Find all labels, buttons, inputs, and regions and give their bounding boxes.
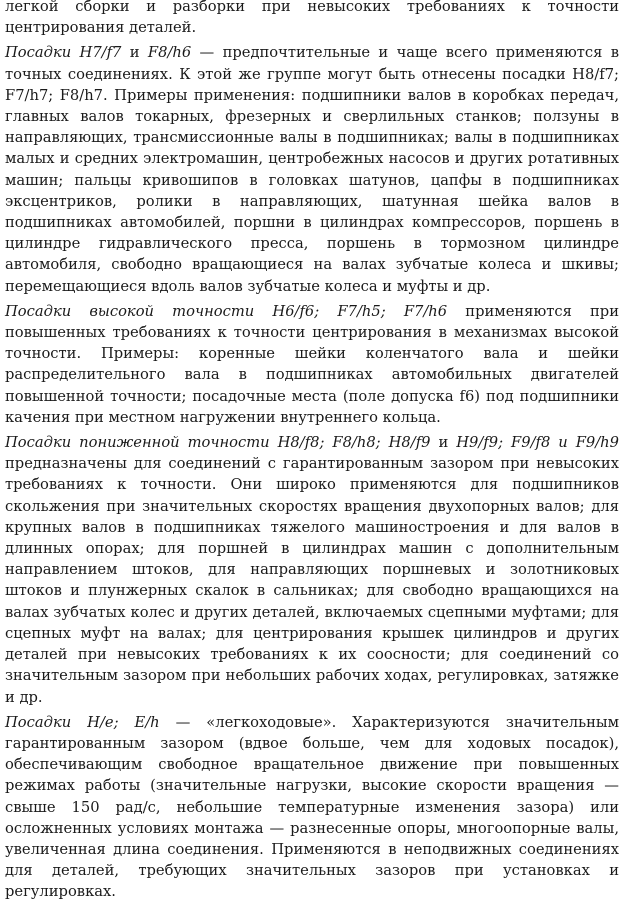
paragraph-lead-italic-2: F8/h6: [147, 44, 192, 62]
paragraph-text: — «легкоходовые». Характеризуются значительным гарантированным зазором (вдвое больше, чем для ходовых посадок), обеспечивающим свободное вращательное движение при повышенных режимах работы (значительные нагрузки, высокие скорости вращения — свыше 150 рад/с, небольшие температурные изменения зазора) или осложненных условиях монтажа — разнесенные опоры, многоопорные валы, увеличенная длина соединения. Применяются в неподвижных соединениях для деталей, требующих значительных зазоров при установках и регулировках.: [5, 713, 619, 901]
paragraph-text: легкой сборки и разборки при невысоких требованиях к точности центрирования деталей.: [5, 0, 619, 37]
paragraph-text: предназначены для соединений с гарантированным зазором при невысоких требованиях к точности. Они широко применяются для подшипников скольжения при значительных скоростях вращения двухопорных валов; для крупных валов в подшипниках тяжелого машиностроения и для валов в длинных опорах; для поршней в цилиндрах машин с дополнительным направлением штоков, для направляющих поршневых и золотниковых штоков и плунжерных скалок в сальниках; для свободно вращающихся на валах зубчатых колес и других деталей, включаемых сцепными муфтами; для сцепных муфт на валах; для центрирования крышек цилиндров и других деталей при невысоких требованиях к их соосности; для соединений со значительным зазором при небольших рабочих ходах, регулировках, затяжке и др.: [5, 455, 619, 706]
paragraph-continuation: [5, 0, 619, 38]
paragraph-lead-italic: Посадки H/e; E/h: [5, 713, 160, 731]
paragraph-h7-f7-fits: [5, 42, 619, 296]
paragraph-lead-italic: Посадки высокой точности H6/f6; F7/h5; F7/h6: [5, 302, 448, 320]
paragraph-lead-join: и: [121, 44, 148, 62]
paragraph-light-running-fits: [5, 712, 619, 903]
paragraph-text: — предпочтительные и чаще всего применяются в точных соединениях. К этой же группе могут быть отнесены посадки H8/f7; F7/h7; F8/h7. Примеры применения: подшипники валов в коробках передач, главных валов токарных, фрезерных и сверлильных станков; ползуны в направляющих, трансмиссионные валы в подшипниках; валы в подшипниках малых и средних электромашин, центробежных насосов и других ротативных машин; пальцы кривошипов в головках шатунов, цапфы в подшипниках эксцентриков, ролики в направляющих, шатунная шейка валов в подшипниках автомобилей, поршни в цилиндрах компрессоров, поршень в цилиндре гидравлического пресса, поршень в тормозном цилиндре автомобиля, свободно вращающиеся на валах зубчатые колеса и шкивы; перемещающиеся вдоль валов зубчатые колеса и муфты и др.: [5, 44, 619, 295]
paragraph-high-precision-fits: [5, 301, 619, 428]
paragraph-lead-italic: Посадки пониженной точности H8/f8; F8/h8; H8/f9: [5, 434, 431, 452]
paragraph-text: применяются при повышенных требованиях к точности центрирования в механизмах высокой точности. Примеры: коренные шейки коленчатого вала и шейки распределительного вала в подшипниках автомобильных двигателей повышенной точности; посадочные места (поле допуска f6) под подшипники качения при местном нагружении внутреннего кольца.: [5, 302, 620, 426]
paragraph-lead-join: и: [430, 434, 457, 452]
paragraph-reduced-precision-fits: [5, 432, 619, 708]
paragraph-lead-italic-2: H9/f9; F9/f8 и F9/h9: [456, 434, 619, 452]
paragraph-lead-italic: Посадки H7/f7: [5, 44, 122, 62]
document-page: [5, 0, 619, 907]
